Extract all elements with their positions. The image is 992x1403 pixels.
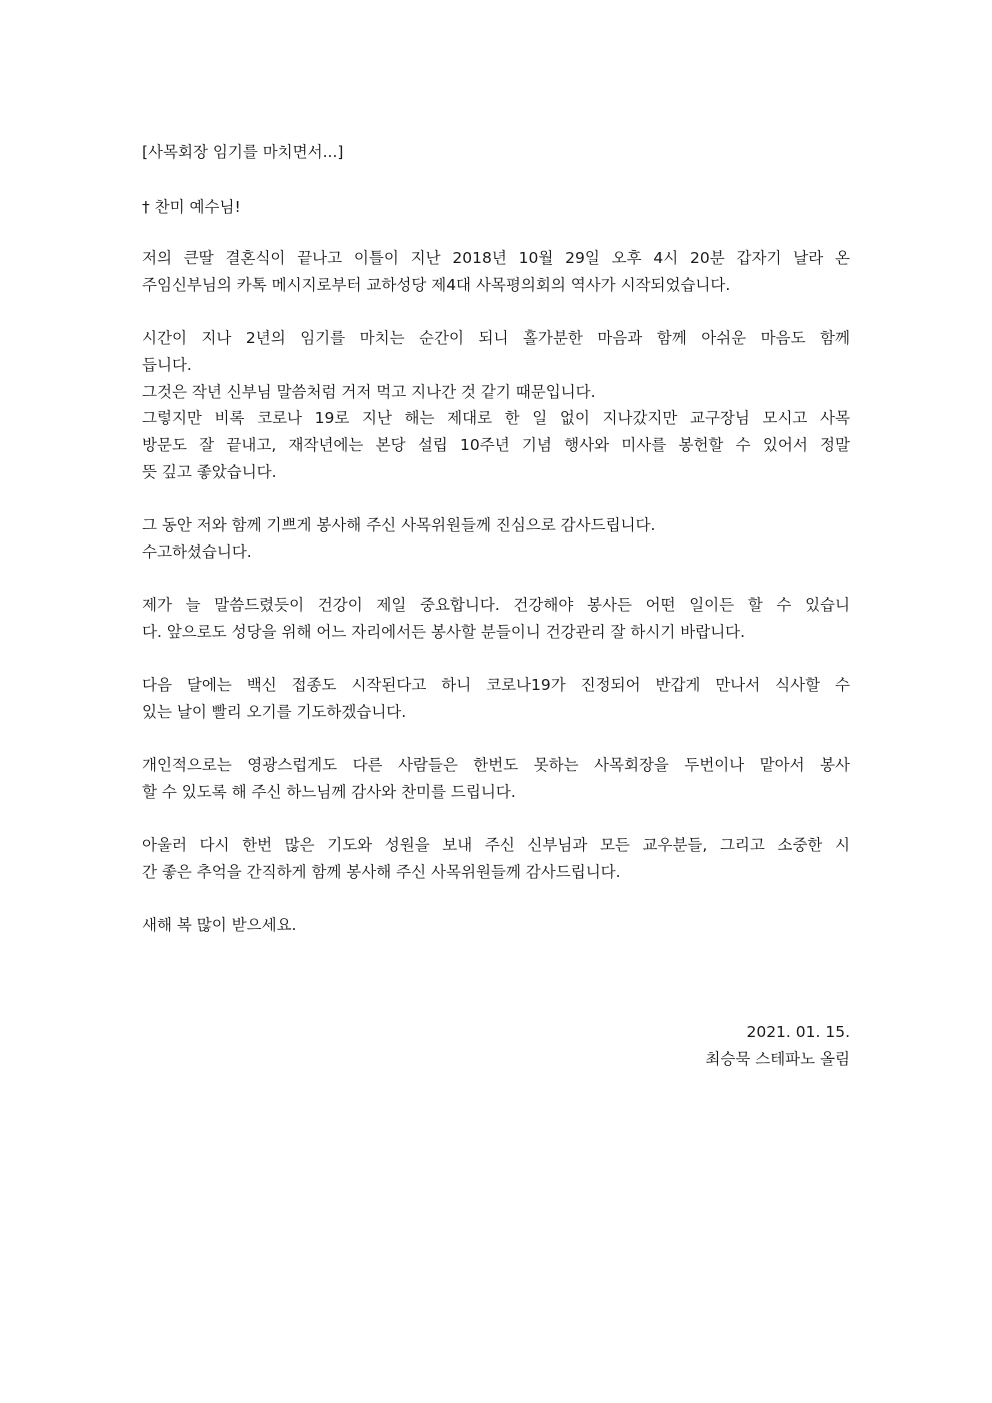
paragraph-line: 뜻 깊고 좋았습니다. bbox=[142, 463, 277, 481]
paragraph-line: 개인적으로는 영광스럽게도 다른 사람들은 한번도 못하는 사목회장을 두번이나 맡아서 봉사 bbox=[142, 756, 850, 774]
paragraph-line: 그렇지만 비록 코로나 19로 지난 해는 제대로 한 일 없이 지나갔지만 교구장님 모시고 사목 bbox=[142, 409, 850, 427]
paragraph-line: 제가 늘 말씀드렸듯이 건강이 제일 중요합니다. 건강해야 봉사든 어떤 일이든 할 수 있습니 bbox=[142, 596, 850, 614]
paragraph-line: 간 좋은 추억을 간직하게 함께 봉사해 주신 사목위원들께 감사드립니다. bbox=[142, 863, 621, 881]
paragraph-line: 방문도 잘 끝내고, 재작년에는 본당 설립 10주년 기념 행사와 미사를 봉헌할 수 있어서 정말 bbox=[142, 436, 850, 454]
paragraph-line: 새해 복 많이 받으세요. bbox=[142, 916, 297, 934]
letter-title: [사목회장 임기를 마치면서...] bbox=[142, 143, 344, 161]
paragraph-line: 시간이 지나 2년의 임기를 마치는 순간이 되니 홀가분한 마음과 함께 아쉬운 마음도 함께 bbox=[142, 329, 850, 347]
letter-signature: 최승묵 스테파노 올림 bbox=[705, 1050, 850, 1068]
paragraph-line: 그것은 작년 신부님 말씀처럼 거저 먹고 지나간 것 같기 때문입니다. bbox=[142, 383, 596, 401]
paragraph-line: 다. 앞으로도 성당을 위해 어느 자리에서든 봉사할 분들이니 건강관리 잘 하시기 바랍니다. bbox=[142, 623, 746, 641]
letter-date: 2021. 01. 15. bbox=[746, 1023, 850, 1041]
paragraph-line: 듭니다. bbox=[142, 356, 192, 374]
letter-greeting: † 찬미 예수님! bbox=[142, 198, 241, 216]
paragraph-line: 주임신부님의 카톡 메시지로부터 교하성당 제4대 사목평의회의 역사가 시작되었습니다. bbox=[142, 276, 731, 294]
paragraph-line: 할 수 있도록 해 주신 하느님께 감사와 찬미를 드립니다. bbox=[142, 783, 516, 801]
paragraph-line: 수고하셨습니다. bbox=[142, 543, 252, 561]
paragraph-line: 있는 날이 빨리 오기를 기도하겠습니다. bbox=[142, 703, 407, 721]
paragraph-line: 아울러 다시 한번 많은 기도와 성원을 보내 주신 신부님과 모든 교우분들, 그리고 소중한 시 bbox=[142, 836, 850, 854]
paragraph-line: 다음 달에는 백신 접종도 시작된다고 하니 코로나19가 진정되어 반갑게 만나서 식사할 수 bbox=[142, 676, 850, 694]
paragraph-line: 그 동안 저와 함께 기쁘게 봉사해 주신 사목위원들께 진심으로 감사드립니다. bbox=[142, 516, 656, 534]
paragraph-line: 저의 큰딸 결혼식이 끝나고 이틀이 지난 2018년 10월 29일 오후 4시 20분 갑자기 날라 온 bbox=[142, 249, 850, 267]
